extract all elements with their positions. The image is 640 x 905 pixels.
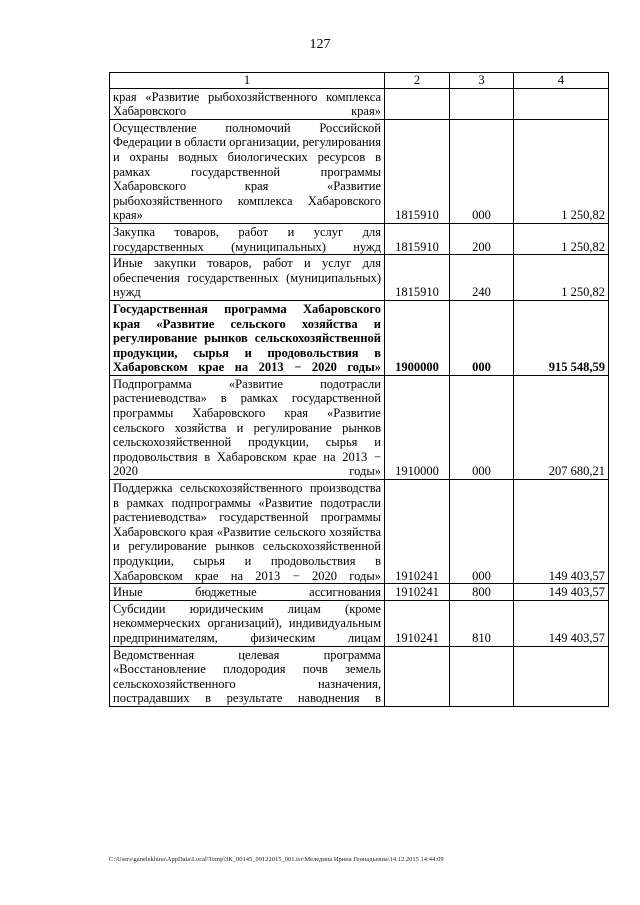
- row-amount-cell: 1 250,82: [514, 119, 609, 223]
- row-name-cell: Ведомственная целевая программа «Восстановление плодородия почв земель сельскохозяйственного назначения, пострадавших в результате наводнения в: [110, 646, 385, 706]
- table-row: [110, 223, 609, 254]
- row-type-cell: 000: [450, 119, 514, 223]
- row-type-cell: 810: [450, 600, 514, 646]
- column-header-4: 4: [514, 73, 609, 89]
- table-row: [110, 600, 609, 646]
- row-type-cell: [450, 88, 514, 119]
- file-path-footer: C:\Users\ganelekhina\AppData\Local\Temp\ЗК_00145_09122015_001.tsr\Меледина Ирина Геннадьевна\14.12.2015 14:44:09: [109, 856, 444, 863]
- column-header-3: 3: [450, 73, 514, 89]
- row-amount-cell: 149 403,57: [514, 480, 609, 584]
- row-amount-cell: [514, 88, 609, 119]
- row-code-cell: 1910241: [385, 480, 450, 584]
- row-code-cell: [385, 646, 450, 706]
- row-code-cell: [385, 88, 450, 119]
- row-name-cell: Осуществление полномочий Российской Федерации в области организации, регулирования и охраны водных биологических ресурсов в рамках государственной программы Хабаровского края «Развитие рыбохозяйственного комплекса Хабаровского края»: [110, 119, 385, 223]
- row-type-cell: [450, 646, 514, 706]
- row-name-cell: Иные закупки товаров, работ и услуг для обеспечения государственных (муниципальных) нужд: [110, 255, 385, 301]
- row-amount-cell: 149 403,57: [514, 600, 609, 646]
- table-row: [110, 300, 609, 375]
- table-row: [110, 375, 609, 479]
- table-row: [110, 584, 609, 601]
- page-number: 127: [309, 37, 331, 52]
- table-row: [110, 646, 609, 706]
- row-name-cell: края «Развитие рыбохозяйственного комплекса Хабаровского края»: [110, 88, 385, 119]
- column-header-1: 1: [110, 73, 385, 89]
- table-header-row: [110, 73, 609, 89]
- row-type-cell: 000: [450, 375, 514, 479]
- row-name-cell: Субсидии юридическим лицам (кроме некоммерческих организаций), индивидуальным предпринимателям, физическим лицам: [110, 600, 385, 646]
- row-name-cell: Закупка товаров, работ и услуг для государственных (муниципальных) нужд: [110, 223, 385, 254]
- table-row: [110, 88, 609, 119]
- row-name-cell: Иные бюджетные ассигнования: [110, 584, 385, 601]
- row-amount-cell: 915 548,59: [514, 300, 609, 375]
- row-type-cell: 200: [450, 223, 514, 254]
- table-row: [110, 119, 609, 223]
- row-name-cell: Государственная программа Хабаровского края «Развитие сельского хозяйства и регулирование рынков сельскохозяйственной продукции, сырья и продовольствия в Хабаровском крае на 2013 − 2020 годы»: [110, 300, 385, 375]
- row-name-cell: Поддержка сельскохозяйственного производства в рамках подпрограммы «Развитие подотрасли растениеводства» государственной программы Хабаровского края «Развитие сельского хозяйства и регулирование рынков сельскохозяйственной продукции, сырья и продовольствия в Хабаровском крае на 2013 − 2020 годы»: [110, 480, 385, 584]
- table-row: [110, 480, 609, 584]
- row-type-cell: 240: [450, 255, 514, 301]
- row-code-cell: 1910241: [385, 584, 450, 601]
- row-code-cell: 1815910: [385, 223, 450, 254]
- row-amount-cell: 149 403,57: [514, 584, 609, 601]
- budget-table: [109, 72, 609, 707]
- row-name-cell: Подпрограмма «Развитие подотрасли растениеводства» в рамках государственной программы Хабаровского края «Развитие сельского хозяйства и регулирование рынков сельскохозяйственной продукции, сырья и продовольствия в Хабаровском крае на 2013 − 2020 годы»: [110, 375, 385, 479]
- row-type-cell: 000: [450, 480, 514, 584]
- row-type-cell: 800: [450, 584, 514, 601]
- row-code-cell: 1910000: [385, 375, 450, 479]
- row-type-cell: 000: [450, 300, 514, 375]
- row-amount-cell: 1 250,82: [514, 223, 609, 254]
- row-amount-cell: 207 680,21: [514, 375, 609, 479]
- column-header-2: 2: [385, 73, 450, 89]
- row-amount-cell: [514, 646, 609, 706]
- table-row: [110, 255, 609, 301]
- row-code-cell: 1815910: [385, 119, 450, 223]
- row-code-cell: 1910241: [385, 600, 450, 646]
- row-code-cell: 1815910: [385, 255, 450, 301]
- row-amount-cell: 1 250,82: [514, 255, 609, 301]
- table-body: [110, 88, 609, 706]
- row-code-cell: 1900000: [385, 300, 450, 375]
